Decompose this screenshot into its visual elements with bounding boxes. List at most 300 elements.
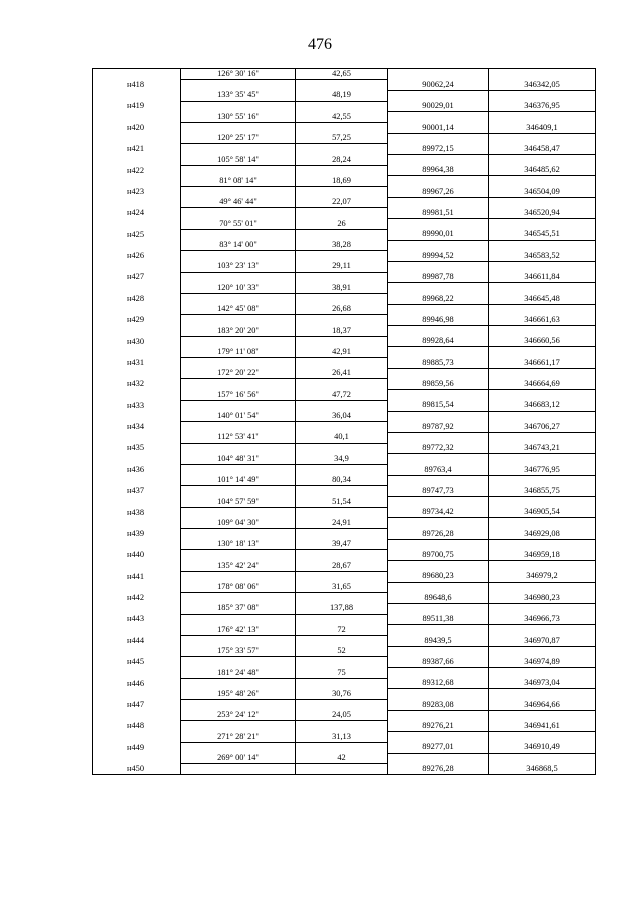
angle-cell: 112° 53' 41" [181, 432, 296, 443]
point-name-cell: н425 [93, 229, 181, 240]
point-name-cell: н428 [93, 293, 181, 304]
y-coordinate-cell [489, 432, 596, 443]
angle-cell [181, 336, 296, 347]
angle-cell [181, 122, 296, 133]
y-coordinate-cell [489, 753, 596, 764]
angle-cell: 120° 10' 33" [181, 283, 296, 294]
angle-cell [181, 187, 296, 198]
distance-cell [296, 379, 388, 390]
segment-row [93, 582, 596, 593]
angle-cell [181, 293, 296, 304]
point-name-cell [93, 603, 181, 614]
distance-cell [296, 464, 388, 475]
angle-cell [181, 529, 296, 540]
angle-cell [181, 379, 296, 390]
x-coordinate-cell: 89511,38 [388, 614, 489, 625]
x-coordinate-cell: 89680,23 [388, 571, 489, 582]
angle-cell [181, 315, 296, 326]
angle-cell [181, 678, 296, 689]
y-coordinate-cell: 346545,51 [489, 229, 596, 240]
point-row [93, 229, 596, 240]
distance-cell [296, 165, 388, 176]
distance-cell: 31,13 [296, 732, 388, 743]
point-row [93, 336, 596, 347]
point-row [93, 721, 596, 732]
point-name-cell [93, 625, 181, 636]
distance-cell: 18,37 [296, 326, 388, 337]
distance-cell [296, 593, 388, 604]
point-name-cell: н446 [93, 678, 181, 689]
x-coordinate-cell: 89439,5 [388, 635, 489, 646]
y-coordinate-cell [489, 133, 596, 144]
point-name-cell [93, 176, 181, 187]
distance-cell [296, 400, 388, 411]
distance-cell [296, 678, 388, 689]
y-coordinate-cell: 346929,08 [489, 529, 596, 540]
point-name-cell [93, 69, 181, 80]
distance-cell: 72 [296, 625, 388, 636]
y-coordinate-cell [489, 240, 596, 251]
distance-cell: 38,91 [296, 283, 388, 294]
point-row [93, 251, 596, 262]
distance-cell: 75 [296, 668, 388, 679]
distance-cell [296, 122, 388, 133]
point-name-cell: н440 [93, 550, 181, 561]
coordinates-table [92, 68, 596, 775]
point-name-cell [93, 411, 181, 422]
x-coordinate-cell [388, 561, 489, 572]
angle-cell [181, 101, 296, 112]
angle-cell: 126° 30' 16" [181, 69, 296, 80]
x-coordinate-cell: 89972,15 [388, 144, 489, 155]
y-coordinate-cell: 346970,87 [489, 635, 596, 646]
distance-cell [296, 700, 388, 711]
segment-row [93, 518, 596, 529]
angle-cell: 49° 46' 44" [181, 197, 296, 208]
x-coordinate-cell: 89987,78 [388, 272, 489, 283]
x-coordinate-cell: 89283,08 [388, 700, 489, 711]
angle-cell: 157° 16' 56" [181, 390, 296, 401]
point-name-cell [93, 561, 181, 572]
segment-row [93, 753, 596, 764]
distance-cell [296, 187, 388, 198]
x-coordinate-cell [388, 155, 489, 166]
point-name-cell: н436 [93, 464, 181, 475]
point-row [93, 635, 596, 646]
point-name-cell [93, 155, 181, 166]
y-coordinate-cell: 346376,95 [489, 101, 596, 112]
angle-cell [181, 464, 296, 475]
point-name-cell: н430 [93, 336, 181, 347]
distance-cell [296, 251, 388, 262]
distance-cell: 29,11 [296, 261, 388, 272]
x-coordinate-cell: 90062,24 [388, 80, 489, 91]
point-row [93, 486, 596, 497]
y-coordinate-cell: 346683,12 [489, 400, 596, 411]
distance-cell: 42 [296, 753, 388, 764]
y-coordinate-cell [489, 197, 596, 208]
point-name-cell: н442 [93, 593, 181, 604]
point-row [93, 165, 596, 176]
distance-cell: 34,9 [296, 454, 388, 465]
point-name-cell: н437 [93, 486, 181, 497]
distance-cell: 51,54 [296, 497, 388, 508]
angle-cell [181, 358, 296, 369]
angle-cell: 269° 00' 14" [181, 753, 296, 764]
x-coordinate-cell: 89734,42 [388, 507, 489, 518]
point-name-cell: н432 [93, 379, 181, 390]
x-coordinate-cell [388, 390, 489, 401]
x-coordinate-cell: 89990,01 [388, 229, 489, 240]
x-coordinate-cell [388, 582, 489, 593]
angle-cell: 105° 58' 14" [181, 155, 296, 166]
segment-row [93, 197, 596, 208]
point-name-cell [93, 133, 181, 144]
point-row [93, 764, 596, 775]
point-name-cell [93, 432, 181, 443]
point-name-cell: н445 [93, 657, 181, 668]
distance-cell: 42,55 [296, 112, 388, 123]
distance-cell: 38,28 [296, 240, 388, 251]
point-row [93, 422, 596, 433]
y-coordinate-cell: 346964,66 [489, 700, 596, 711]
point-row [93, 571, 596, 582]
point-row [93, 272, 596, 283]
y-coordinate-cell [489, 176, 596, 187]
distance-cell [296, 358, 388, 369]
distance-cell: 22,07 [296, 197, 388, 208]
x-coordinate-cell: 89981,51 [388, 208, 489, 219]
angle-cell [181, 251, 296, 262]
angle-cell: 185° 37' 08" [181, 603, 296, 614]
point-row [93, 144, 596, 155]
distance-cell: 31,65 [296, 582, 388, 593]
distance-cell [296, 486, 388, 497]
y-coordinate-cell: 346905,54 [489, 507, 596, 518]
angle-cell [181, 208, 296, 219]
distance-cell: 28,67 [296, 561, 388, 572]
segment-row [93, 390, 596, 401]
point-name-cell: н439 [93, 529, 181, 540]
y-coordinate-cell [489, 261, 596, 272]
x-coordinate-cell: 89967,26 [388, 187, 489, 198]
x-coordinate-cell: 90029,01 [388, 101, 489, 112]
point-name-cell [93, 240, 181, 251]
y-coordinate-cell: 346611,84 [489, 272, 596, 283]
y-coordinate-cell: 346910,49 [489, 742, 596, 753]
x-coordinate-cell [388, 261, 489, 272]
y-coordinate-cell: 346941,61 [489, 721, 596, 732]
y-coordinate-cell [489, 603, 596, 614]
segment-row [93, 668, 596, 679]
x-coordinate-cell [388, 753, 489, 764]
angle-cell [181, 614, 296, 625]
x-coordinate-cell: 89946,98 [388, 315, 489, 326]
distance-cell: 52 [296, 646, 388, 657]
angle-cell: 271° 28' 21" [181, 732, 296, 743]
point-name-cell: н421 [93, 144, 181, 155]
angle-cell: 83° 14' 00" [181, 240, 296, 251]
distance-cell [296, 315, 388, 326]
angle-cell: 176° 42' 13" [181, 625, 296, 636]
point-name-cell [93, 732, 181, 743]
distance-cell [296, 635, 388, 646]
y-coordinate-cell [489, 732, 596, 743]
x-coordinate-cell: 89859,56 [388, 379, 489, 390]
point-name-cell [93, 219, 181, 230]
x-coordinate-cell [388, 454, 489, 465]
angle-cell [181, 721, 296, 732]
y-coordinate-cell: 346959,18 [489, 550, 596, 561]
angle-cell: 195° 48' 26" [181, 689, 296, 700]
x-coordinate-cell: 89700,75 [388, 550, 489, 561]
point-name-cell: н434 [93, 422, 181, 433]
x-coordinate-cell [388, 497, 489, 508]
x-coordinate-cell [388, 112, 489, 123]
angle-cell [181, 443, 296, 454]
angle-cell [181, 764, 296, 775]
x-coordinate-cell: 90001,14 [388, 122, 489, 133]
distance-cell [296, 443, 388, 454]
point-name-cell: н431 [93, 358, 181, 369]
segment-row [93, 539, 596, 550]
x-coordinate-cell: 89276,21 [388, 721, 489, 732]
point-name-cell [93, 689, 181, 700]
x-coordinate-cell [388, 69, 489, 80]
point-name-cell: н422 [93, 165, 181, 176]
y-coordinate-cell [489, 347, 596, 358]
angle-cell: 120° 25' 17" [181, 133, 296, 144]
x-coordinate-cell: 89648,6 [388, 593, 489, 604]
point-row [93, 400, 596, 411]
x-coordinate-cell [388, 304, 489, 315]
distance-cell: 24,91 [296, 518, 388, 529]
point-name-cell [93, 390, 181, 401]
distance-cell: 26,41 [296, 368, 388, 379]
x-coordinate-cell [388, 176, 489, 187]
angle-cell: 70° 55' 01" [181, 219, 296, 230]
y-coordinate-cell [489, 368, 596, 379]
point-name-cell [93, 326, 181, 337]
point-row [93, 614, 596, 625]
point-name-cell: н418 [93, 80, 181, 91]
point-name-cell [93, 539, 181, 550]
point-row [93, 379, 596, 390]
distance-cell: 48,19 [296, 90, 388, 101]
y-coordinate-cell [489, 539, 596, 550]
point-name-cell: н450 [93, 764, 181, 775]
angle-cell [181, 700, 296, 711]
y-coordinate-cell [489, 561, 596, 572]
point-name-cell [93, 710, 181, 721]
y-coordinate-cell [489, 518, 596, 529]
x-coordinate-cell [388, 689, 489, 700]
distance-cell: 18,69 [296, 176, 388, 187]
distance-cell: 26,68 [296, 304, 388, 315]
point-row [93, 700, 596, 711]
point-name-cell [93, 112, 181, 123]
angle-cell [181, 486, 296, 497]
angle-cell: 178° 08' 06" [181, 582, 296, 593]
y-coordinate-cell [489, 390, 596, 401]
y-coordinate-cell: 346974,89 [489, 657, 596, 668]
point-row [93, 742, 596, 753]
point-name-cell: н438 [93, 507, 181, 518]
segment-row [93, 326, 596, 337]
angle-cell [181, 272, 296, 283]
y-coordinate-cell: 346485,62 [489, 165, 596, 176]
y-coordinate-cell: 346966,73 [489, 614, 596, 625]
y-coordinate-cell [489, 411, 596, 422]
angle-cell: 135° 42' 24" [181, 561, 296, 572]
point-row [93, 464, 596, 475]
x-coordinate-cell [388, 732, 489, 743]
point-name-cell [93, 304, 181, 315]
page-number: 476 [308, 36, 332, 53]
distance-cell [296, 507, 388, 518]
distance-cell: 28,24 [296, 155, 388, 166]
x-coordinate-cell: 89726,28 [388, 529, 489, 540]
angle-cell [181, 593, 296, 604]
point-name-cell: н429 [93, 315, 181, 326]
x-coordinate-cell: 89277,01 [388, 742, 489, 753]
distance-cell: 80,34 [296, 475, 388, 486]
point-name-cell [93, 497, 181, 508]
y-coordinate-cell [489, 668, 596, 679]
angle-cell [181, 571, 296, 582]
point-name-cell: н447 [93, 700, 181, 711]
y-coordinate-cell: 346520,94 [489, 208, 596, 219]
point-row [93, 358, 596, 369]
x-coordinate-cell [388, 518, 489, 529]
x-coordinate-cell [388, 219, 489, 230]
angle-cell: 181° 24' 48" [181, 668, 296, 679]
y-coordinate-cell [489, 326, 596, 337]
angle-cell [181, 144, 296, 155]
segment-row [93, 497, 596, 508]
point-name-cell: н420 [93, 122, 181, 133]
point-name-cell [93, 368, 181, 379]
angle-cell: 109° 04' 30" [181, 518, 296, 529]
point-name-cell: н449 [93, 742, 181, 753]
distance-cell: 30,76 [296, 689, 388, 700]
x-coordinate-cell [388, 475, 489, 486]
x-coordinate-cell: 89387,66 [388, 657, 489, 668]
y-coordinate-cell: 346504,09 [489, 187, 596, 198]
point-name-cell [93, 347, 181, 358]
x-coordinate-cell [388, 347, 489, 358]
point-name-cell: н427 [93, 272, 181, 283]
angle-cell: 104° 57' 59" [181, 497, 296, 508]
segment-row [93, 368, 596, 379]
distance-cell: 26 [296, 219, 388, 230]
y-coordinate-cell [489, 90, 596, 101]
segment-row [93, 561, 596, 572]
point-name-cell [93, 646, 181, 657]
distance-cell [296, 721, 388, 732]
point-name-cell: н448 [93, 721, 181, 732]
point-row [93, 550, 596, 561]
distance-cell: 36,04 [296, 411, 388, 422]
point-row [93, 122, 596, 133]
angle-cell [181, 422, 296, 433]
angle-cell: 179° 11' 08" [181, 347, 296, 358]
x-coordinate-cell: 89968,22 [388, 293, 489, 304]
x-coordinate-cell: 89747,73 [388, 486, 489, 497]
segment-row [93, 176, 596, 187]
segment-row [93, 603, 596, 614]
y-coordinate-cell [489, 112, 596, 123]
angle-cell [181, 657, 296, 668]
x-coordinate-cell [388, 326, 489, 337]
y-coordinate-cell [489, 646, 596, 657]
x-coordinate-cell [388, 625, 489, 636]
point-row [93, 657, 596, 668]
x-coordinate-cell [388, 368, 489, 379]
distance-cell: 42,91 [296, 347, 388, 358]
point-row [93, 443, 596, 454]
angle-cell [181, 229, 296, 240]
point-name-cell [93, 454, 181, 465]
point-row [93, 507, 596, 518]
y-coordinate-cell: 346664,69 [489, 379, 596, 390]
y-coordinate-cell: 346342,05 [489, 80, 596, 91]
angle-cell: 101° 14' 49" [181, 475, 296, 486]
x-coordinate-cell: 89994,52 [388, 251, 489, 262]
segment-row [93, 347, 596, 358]
point-name-cell [93, 261, 181, 272]
distance-cell [296, 293, 388, 304]
segment-row [93, 261, 596, 272]
angle-cell: 140° 01' 54" [181, 411, 296, 422]
y-coordinate-cell [489, 582, 596, 593]
point-name-cell [93, 753, 181, 764]
x-coordinate-cell [388, 539, 489, 550]
distance-cell [296, 657, 388, 668]
distance-cell: 24,05 [296, 710, 388, 721]
distance-cell [296, 336, 388, 347]
x-coordinate-cell: 89928,64 [388, 336, 489, 347]
point-name-cell: н441 [93, 571, 181, 582]
point-name-cell: н426 [93, 251, 181, 262]
y-coordinate-cell [489, 69, 596, 80]
point-row [93, 529, 596, 540]
y-coordinate-cell [489, 625, 596, 636]
y-coordinate-cell: 346973,04 [489, 678, 596, 689]
y-coordinate-cell: 346868,5 [489, 764, 596, 775]
segment-row [93, 133, 596, 144]
point-name-cell [93, 668, 181, 679]
point-name-cell: н433 [93, 400, 181, 411]
segment-row [93, 475, 596, 486]
y-coordinate-cell: 346458,47 [489, 144, 596, 155]
angle-cell: 103° 23' 13" [181, 261, 296, 272]
point-name-cell: н444 [93, 635, 181, 646]
segment-row [93, 710, 596, 721]
segment-row [93, 304, 596, 315]
distance-cell [296, 742, 388, 753]
segment-row [93, 689, 596, 700]
x-coordinate-cell [388, 646, 489, 657]
distance-cell: 47,72 [296, 390, 388, 401]
point-row [93, 315, 596, 326]
y-coordinate-cell: 346855,75 [489, 486, 596, 497]
angle-cell: 130° 55' 16" [181, 112, 296, 123]
y-coordinate-cell [489, 219, 596, 230]
segment-row [93, 240, 596, 251]
distance-cell [296, 229, 388, 240]
x-coordinate-cell [388, 668, 489, 679]
